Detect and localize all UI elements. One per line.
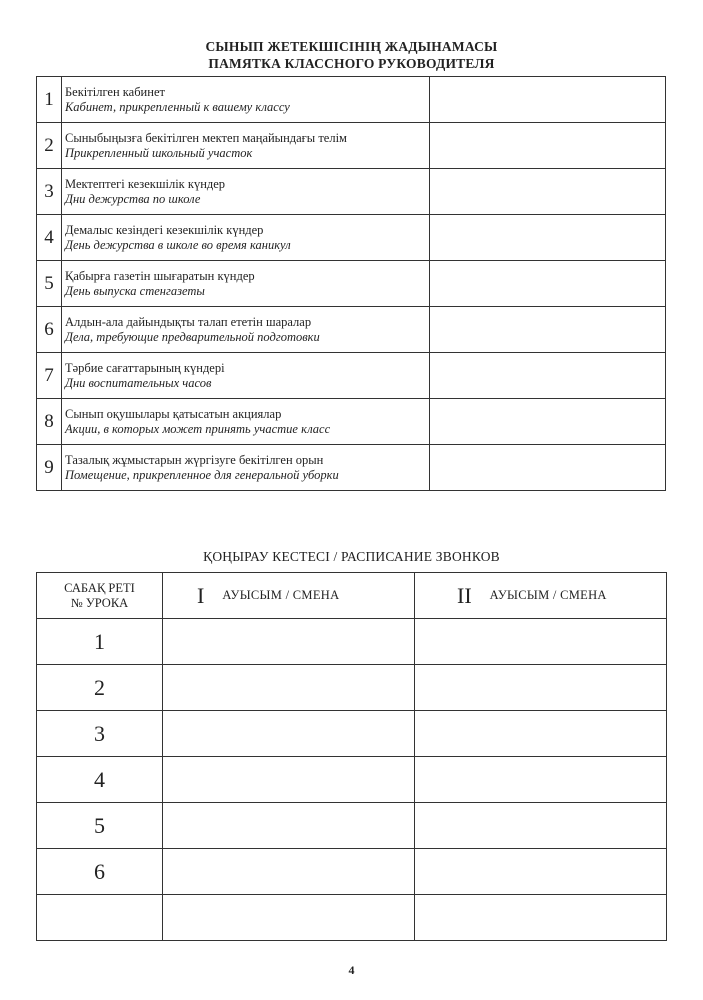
memo-row-answer-cell[interactable] — [430, 353, 666, 399]
memo-row-text — [62, 215, 430, 261]
schedule-row — [37, 849, 667, 895]
memo-row — [37, 307, 666, 353]
memo-title — [0, 38, 703, 72]
memo-row-text-ru: Кабинет, прикрепленный к вашему классу — [65, 99, 290, 114]
shift-1-time-cell[interactable] — [163, 711, 415, 757]
memo-row — [37, 261, 666, 307]
shift-1-time-cell[interactable] — [163, 849, 415, 895]
memo-row-text-kz: Сыныбыңызға бекітілген мектеп маңайындағы телім — [65, 130, 347, 145]
memo-row-text-kz: Демалыс кезіндегі кезекшілік күндер — [65, 222, 264, 237]
memo-row-answer-cell[interactable] — [430, 169, 666, 215]
shift-1-label: АУЫСЫМ / СМЕНА — [222, 588, 340, 603]
memo-row-text — [62, 353, 430, 399]
memo-row-text-kz: Алдын-ала дайындықты талап ететін шаралар — [65, 314, 312, 329]
memo-row-text — [62, 307, 430, 353]
shift-1-time-cell[interactable] — [163, 803, 415, 849]
memo-row — [37, 445, 666, 491]
memo-row-text — [62, 399, 430, 445]
memo-row-number: 1 — [37, 77, 62, 123]
memo-row-number: 4 — [37, 215, 62, 261]
memo-row-text-ru: Дни воспитательных часов — [65, 375, 212, 390]
memo-row-number: 6 — [37, 307, 62, 353]
schedule-title: ҚОҢЫРАУ КЕСТЕСІ / РАСПИСАНИЕ ЗВОНКОВ — [203, 549, 500, 564]
memo-row-text-kz: Сынып оқушылары қатысатын акциялар — [65, 406, 282, 421]
memo-row-text — [62, 169, 430, 215]
shift-1-time-cell[interactable] — [163, 665, 415, 711]
memo-row-text-ru: День дежурства в школе во время каникул — [65, 237, 291, 252]
lesson-number: 1 — [37, 619, 163, 665]
memo-row-number: 2 — [37, 123, 62, 169]
shift-2-time-cell[interactable] — [415, 803, 667, 849]
lesson-number: 3 — [37, 711, 163, 757]
memo-table — [36, 76, 666, 491]
memo-row-text — [62, 123, 430, 169]
shift-1-time-cell[interactable] — [163, 619, 415, 665]
shift-1-time-cell[interactable] — [163, 757, 415, 803]
shift-2-time-cell[interactable] — [415, 895, 667, 941]
shift-2-time-cell[interactable] — [415, 849, 667, 895]
memo-row-text-kz: Бекітілген кабинет — [65, 84, 165, 99]
memo-row — [37, 77, 666, 123]
shift-2-time-cell[interactable] — [415, 665, 667, 711]
schedule-row — [37, 803, 667, 849]
memo-row-answer-cell[interactable] — [430, 123, 666, 169]
schedule-row — [37, 711, 667, 757]
memo-row — [37, 169, 666, 215]
shift-2-time-cell[interactable] — [415, 619, 667, 665]
memo-row-text-ru: Прикрепленный школьный участок — [65, 145, 253, 160]
shift-1-header — [163, 573, 415, 619]
lesson-number: 6 — [37, 849, 163, 895]
lesson-number: 5 — [37, 803, 163, 849]
lesson-number — [37, 895, 163, 941]
memo-title-kz: СЫНЫП ЖЕТЕКШІСІНІҢ ЖАДЫНАМАСЫ — [205, 39, 498, 54]
memo-row-text-kz: Тазалық жұмыстарын жүргізуге бекітілген орын — [65, 452, 324, 467]
schedule-row — [37, 895, 667, 941]
memo-row-number: 7 — [37, 353, 62, 399]
shift-2-time-cell[interactable] — [415, 711, 667, 757]
memo-row-number: 5 — [37, 261, 62, 307]
memo-row-text-kz: Қабырға газетін шығаратын күндер — [65, 268, 255, 283]
shift-2-time-cell[interactable] — [415, 757, 667, 803]
lesson-number: 2 — [37, 665, 163, 711]
memo-row-text — [62, 261, 430, 307]
schedule-row — [37, 665, 667, 711]
memo-row-text-kz: Мектептегі кезекшілік күндер — [65, 176, 226, 191]
memo-row-text-ru: Акции, в которых может принять участие класс — [65, 421, 331, 436]
schedule-header-row — [37, 573, 667, 619]
schedule-row — [37, 619, 667, 665]
memo-row-number: 9 — [37, 445, 62, 491]
memo-row-text-ru: Помещение, прикрепленное для генеральной уборки — [65, 467, 339, 482]
memo-row-text-ru: День выпуска стенгазеты — [65, 283, 205, 298]
memo-row — [37, 215, 666, 261]
schedule-row — [37, 757, 667, 803]
shift-1-time-cell[interactable] — [163, 895, 415, 941]
memo-row — [37, 123, 666, 169]
memo-row-number: 3 — [37, 169, 62, 215]
memo-row-answer-cell[interactable] — [430, 261, 666, 307]
shift-1-numeral: I — [197, 583, 205, 609]
memo-row-answer-cell[interactable] — [430, 399, 666, 445]
lesson-number-header-ru: № УРОКА — [70, 595, 129, 610]
memo-row-answer-cell[interactable] — [430, 307, 666, 353]
memo-row-text-ru: Дни дежурства по школе — [65, 191, 201, 206]
shift-2-label: АУЫСЫМ / СМЕНА — [489, 588, 607, 603]
memo-row-text-kz: Тәрбие сағаттарының күндері — [65, 360, 225, 375]
lesson-number-header-kz: САБАҚ РЕТІ — [64, 580, 135, 595]
memo-row-number: 8 — [37, 399, 62, 445]
page-number: 4 — [348, 963, 355, 977]
memo-row-answer-cell[interactable] — [430, 445, 666, 491]
memo-row — [37, 399, 666, 445]
memo-title-ru: ПАМЯТКА КЛАССНОГО РУКОВОДИТЕЛЯ — [208, 56, 495, 71]
memo-row — [37, 353, 666, 399]
lesson-number: 4 — [37, 757, 163, 803]
memo-row-text — [62, 445, 430, 491]
schedule-table — [36, 572, 667, 941]
memo-row-answer-cell[interactable] — [430, 215, 666, 261]
lesson-number-header — [37, 573, 163, 619]
memo-row-text — [62, 77, 430, 123]
memo-row-answer-cell[interactable] — [430, 77, 666, 123]
shift-2-numeral: II — [457, 583, 472, 609]
shift-2-header — [415, 573, 667, 619]
memo-row-text-ru: Дела, требующие предварительной подготовки — [65, 329, 320, 344]
